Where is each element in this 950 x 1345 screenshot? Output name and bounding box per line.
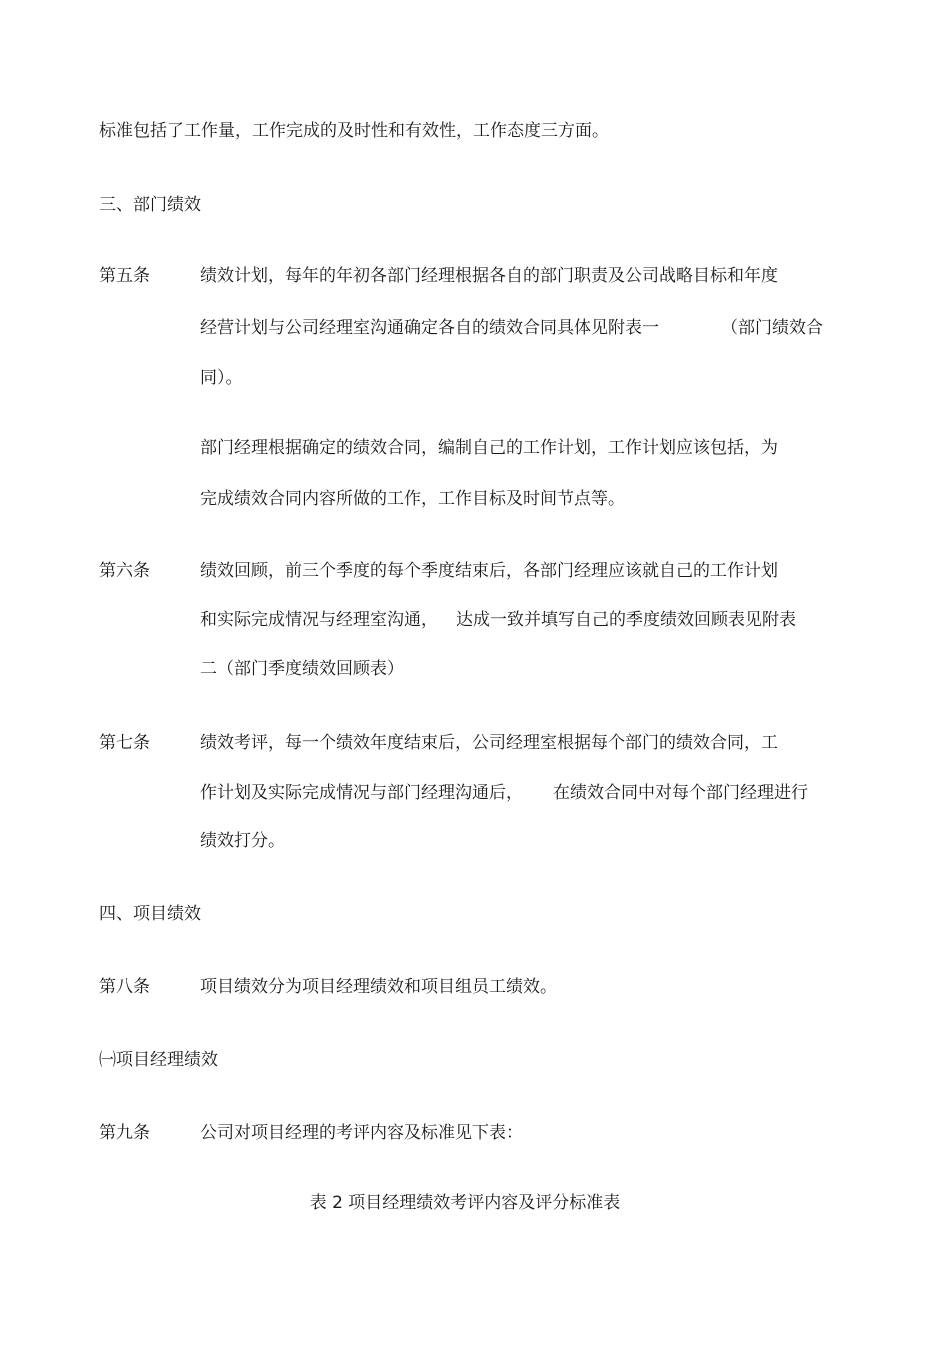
article-text-part: 经营计划与公司经理室沟通确定各自的绩效合同具体见附表一: [200, 318, 659, 338]
section-heading: 三、部门绩效: [99, 195, 201, 215]
section-heading: 四、项目绩效: [99, 904, 201, 924]
article-text-part: 和实际完成情况与经理室沟通，: [200, 610, 438, 630]
article-text-part: （部门绩效合: [721, 318, 823, 338]
article-label: 第六条: [99, 561, 150, 581]
article-label: 第八条: [99, 977, 150, 997]
article-text: [200, 781, 808, 805]
table-caption: 表 2 项目经理绩效考评内容及评分标准表: [309, 1193, 621, 1213]
article-text: 项目绩效分为项目经理绩效和项目组员工绩效。: [200, 977, 557, 997]
article-text: 公司对项目经理的考评内容及标准见下表：: [200, 1123, 523, 1143]
article-label: 第五条: [99, 266, 150, 286]
article-text-part: 作计划及实际完成情况与部门经理沟通后，: [200, 783, 523, 803]
intro-line: 标准包括了工作量，工作完成的及时性和有效性，工作态度三方面。: [99, 121, 609, 141]
article-text: 完成绩效合同内容所做的工作，工作目标及时间节点等。: [200, 489, 625, 509]
article-label: 第七条: [99, 733, 150, 753]
article-text: 同）。: [200, 368, 243, 388]
article-text: [200, 608, 796, 632]
article-text: 二（部门季度绩效回顾表）: [200, 659, 404, 679]
article-text: 绩效计划，每年的年初各部门经理根据各自的部门职责及公司战略目标和年度: [200, 266, 778, 286]
article-text-part: 在绩效合同中对每个部门经理进行: [553, 783, 808, 803]
subsection-heading: ㈠项目经理绩效: [99, 1050, 218, 1070]
article-label: 第九条: [99, 1123, 150, 1143]
article-text-part: 达成一致并填写自己的季度绩效回顾表见附表: [456, 610, 796, 630]
article-text: 绩效考评，每一个绩效年度结束后，公司经理室根据每个部门的绩效合同，工: [200, 733, 778, 753]
article-text: 部门经理根据确定的绩效合同，编制自己的工作计划，工作计划应该包括，为: [200, 438, 778, 458]
article-text: 绩效回顾，前三个季度的每个季度结束后，各部门经理应该就自己的工作计划: [200, 561, 778, 581]
article-text: 绩效打分。: [200, 831, 285, 851]
article-text: [200, 316, 823, 340]
